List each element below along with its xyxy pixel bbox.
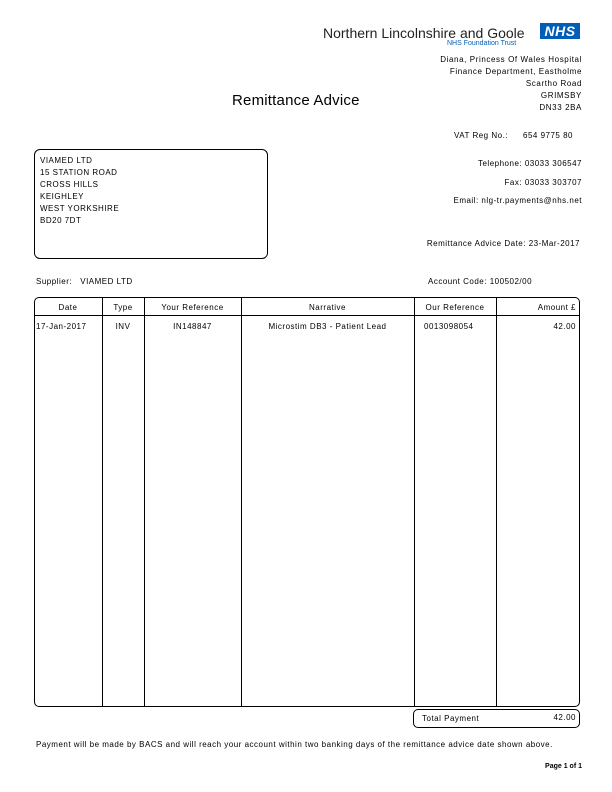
- contact-details: [453, 155, 582, 211]
- column-header-narrative: Narrative: [309, 303, 346, 312]
- org-name: Northern Lincolnshire and Goole: [323, 25, 525, 41]
- column-header-type: Type: [113, 303, 133, 312]
- table-cell-amount: 42.00: [553, 322, 576, 331]
- remittance-date: Remittance Advice Date: 23-Mar-2017: [426, 239, 580, 248]
- column-divider: [414, 297, 415, 707]
- supplier-address-line: WEST YORKSHIRE: [40, 204, 120, 213]
- payment-table: [34, 297, 580, 707]
- supplier-address-line: VIAMED LTD: [40, 156, 93, 165]
- column-header-amount: Amount £: [537, 303, 576, 312]
- payment-note: Payment will be made by BACS and will reach your account within two banking days of the remittance advice date shown above.: [36, 740, 553, 749]
- column-divider: [144, 297, 145, 707]
- supplier-address-line: BD20 7DT: [40, 216, 82, 225]
- column-divider: [496, 297, 497, 707]
- document-title: Remittance Advice: [232, 92, 360, 109]
- table-header-divider: [34, 315, 580, 316]
- column-divider: [241, 297, 242, 707]
- telephone: Telephone: 03033 306547: [477, 159, 582, 168]
- table-cell-narrative: Microstim DB3 - Patient Lead: [268, 322, 387, 331]
- email: Email: nlg-tr.payments@nhs.net: [453, 196, 582, 205]
- total-value: 42.00: [553, 713, 576, 722]
- supplier-address-line: CROSS HILLS: [40, 180, 99, 189]
- supplier-value: VIAMED LTD: [80, 277, 133, 286]
- column-header-our-reference: Our Reference: [425, 303, 485, 312]
- trust-line: NHS Foundation Trust: [447, 40, 517, 47]
- vat-value: 654 9775 80: [523, 131, 573, 140]
- table-cell-your-reference: IN148847: [173, 322, 212, 331]
- total-label: Total Payment: [422, 714, 480, 723]
- supplier-line: [36, 277, 133, 286]
- account-label: Account Code:: [428, 277, 487, 286]
- table-cell-type: INV: [115, 322, 131, 331]
- column-divider: [102, 297, 103, 707]
- supplier-label: Supplier:: [36, 277, 73, 286]
- fax: Fax: 03033 303707: [504, 177, 582, 187]
- column-header-date: Date: [58, 303, 78, 312]
- table-cell-our-reference: 0013098054: [424, 322, 474, 331]
- vat-label: VAT Reg No.:: [454, 131, 509, 140]
- page-number: Page 1 of 1: [545, 763, 582, 770]
- account-line: [428, 277, 532, 286]
- column-header-your-reference: Your Reference: [161, 303, 224, 312]
- hospital-address: [440, 54, 582, 114]
- table-cell-date: 17-Jan-2017: [36, 322, 87, 331]
- address-line: DN33 2BA: [539, 103, 582, 112]
- nhs-logo: NHS: [540, 23, 580, 39]
- account-value: 100502/00: [489, 277, 533, 286]
- address-line: Finance Department, Eastholme: [449, 67, 582, 76]
- address-line: Scartho Road: [525, 79, 582, 88]
- supplier-address: [40, 155, 119, 227]
- supplier-address-line: 15 STATION ROAD: [40, 168, 118, 177]
- address-line: Diana, Princess Of Wales Hospital: [440, 55, 582, 64]
- address-line: GRIMSBY: [540, 91, 582, 100]
- supplier-address-line: KEIGHLEY: [40, 192, 85, 201]
